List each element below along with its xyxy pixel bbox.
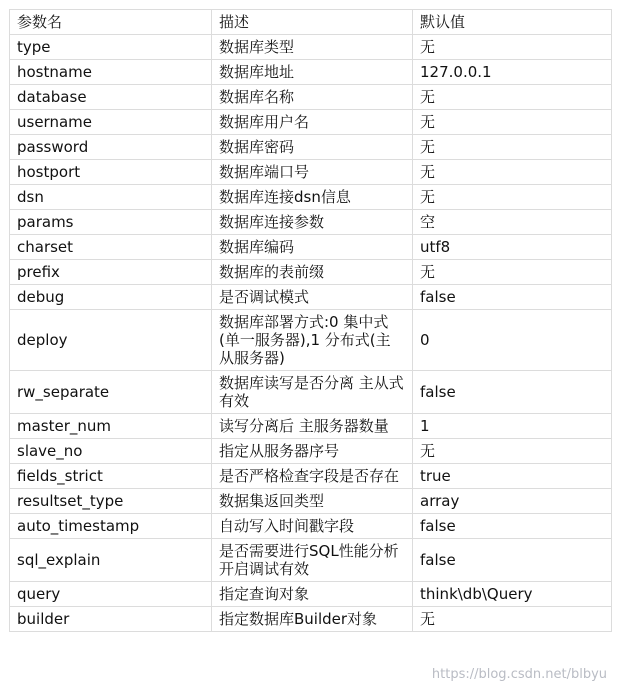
table-row — [10, 464, 612, 489]
param-name-cell: prefix — [10, 260, 212, 285]
description-cell: 数据库地址 — [212, 60, 413, 85]
default-value-cell: array — [413, 489, 612, 514]
default-value-cell: false — [413, 539, 612, 582]
table-row — [10, 110, 612, 135]
table-row — [10, 371, 612, 414]
default-value-cell: false — [413, 285, 612, 310]
description-cell: 指定查询对象 — [212, 582, 413, 607]
table-row — [10, 160, 612, 185]
table-row — [10, 260, 612, 285]
description-cell: 数据库密码 — [212, 135, 413, 160]
param-name-cell: fields_strict — [10, 464, 212, 489]
default-value-cell: 无 — [413, 160, 612, 185]
default-value-cell: 127.0.0.1 — [413, 60, 612, 85]
param-name-cell: deploy — [10, 310, 212, 371]
header-default-value: 默认值 — [413, 10, 612, 35]
param-name-cell: charset — [10, 235, 212, 260]
description-cell: 数据库读写是否分离 主从式有效 — [212, 371, 413, 414]
table-row — [10, 439, 612, 464]
default-value-cell: 无 — [413, 35, 612, 60]
description-cell: 数据库编码 — [212, 235, 413, 260]
default-value-cell: 无 — [413, 260, 612, 285]
param-name-cell: hostport — [10, 160, 212, 185]
description-cell: 数据库名称 — [212, 85, 413, 110]
default-value-cell: 无 — [413, 439, 612, 464]
param-name-cell: builder — [10, 607, 212, 632]
default-value-cell: 无 — [413, 85, 612, 110]
param-name-cell: debug — [10, 285, 212, 310]
table-row — [10, 35, 612, 60]
param-name-cell: params — [10, 210, 212, 235]
table-body — [10, 35, 612, 632]
table-row — [10, 60, 612, 85]
description-cell: 数据库部署方式:0 集中式(单一服务器),1 分布式(主从服务器) — [212, 310, 413, 371]
description-cell: 数据集返回类型 — [212, 489, 413, 514]
description-cell: 数据库用户名 — [212, 110, 413, 135]
description-cell: 数据库的表前缀 — [212, 260, 413, 285]
table-row — [10, 539, 612, 582]
table-row — [10, 285, 612, 310]
default-value-cell: true — [413, 464, 612, 489]
param-name-cell: rw_separate — [10, 371, 212, 414]
table-row — [10, 310, 612, 371]
default-value-cell: 无 — [413, 607, 612, 632]
default-value-cell: 无 — [413, 135, 612, 160]
param-name-cell: resultset_type — [10, 489, 212, 514]
table-row — [10, 514, 612, 539]
param-name-cell: query — [10, 582, 212, 607]
description-cell: 数据库连接参数 — [212, 210, 413, 235]
default-value-cell: false — [413, 514, 612, 539]
default-value-cell: 1 — [413, 414, 612, 439]
param-name-cell: sql_explain — [10, 539, 212, 582]
param-name-cell: master_num — [10, 414, 212, 439]
param-name-cell: auto_timestamp — [10, 514, 212, 539]
default-value-cell: think\db\Query — [413, 582, 612, 607]
description-cell: 数据库类型 — [212, 35, 413, 60]
default-value-cell: 无 — [413, 110, 612, 135]
description-cell: 数据库端口号 — [212, 160, 413, 185]
description-cell: 读写分离后 主服务器数量 — [212, 414, 413, 439]
default-value-cell: utf8 — [413, 235, 612, 260]
table-row — [10, 489, 612, 514]
description-cell: 指定数据库Builder对象 — [212, 607, 413, 632]
table-row — [10, 414, 612, 439]
table-row — [10, 607, 612, 632]
table-row — [10, 135, 612, 160]
header-param-name: 参数名 — [10, 10, 212, 35]
param-name-cell: type — [10, 35, 212, 60]
default-value-cell: 空 — [413, 210, 612, 235]
table-row — [10, 235, 612, 260]
description-cell: 自动写入时间戳字段 — [212, 514, 413, 539]
table-header — [10, 10, 612, 35]
header-row — [10, 10, 612, 35]
description-cell: 数据库连接dsn信息 — [212, 185, 413, 210]
table-row — [10, 185, 612, 210]
param-name-cell: dsn — [10, 185, 212, 210]
description-cell: 指定从服务器序号 — [212, 439, 413, 464]
default-value-cell: 0 — [413, 310, 612, 371]
table-row — [10, 582, 612, 607]
param-name-cell: slave_no — [10, 439, 212, 464]
table-row — [10, 210, 612, 235]
param-name-cell: password — [10, 135, 212, 160]
param-name-cell: database — [10, 85, 212, 110]
table-row — [10, 85, 612, 110]
default-value-cell: false — [413, 371, 612, 414]
description-cell: 是否严格检查字段是否存在 — [212, 464, 413, 489]
header-description: 描述 — [212, 10, 413, 35]
parameters-table — [9, 9, 612, 632]
description-cell: 是否需要进行SQL性能分析 开启调试有效 — [212, 539, 413, 582]
default-value-cell: 无 — [413, 185, 612, 210]
description-cell: 是否调试模式 — [212, 285, 413, 310]
param-name-cell: username — [10, 110, 212, 135]
param-name-cell: hostname — [10, 60, 212, 85]
watermark: https://blog.csdn.net/blbyu — [431, 667, 607, 682]
